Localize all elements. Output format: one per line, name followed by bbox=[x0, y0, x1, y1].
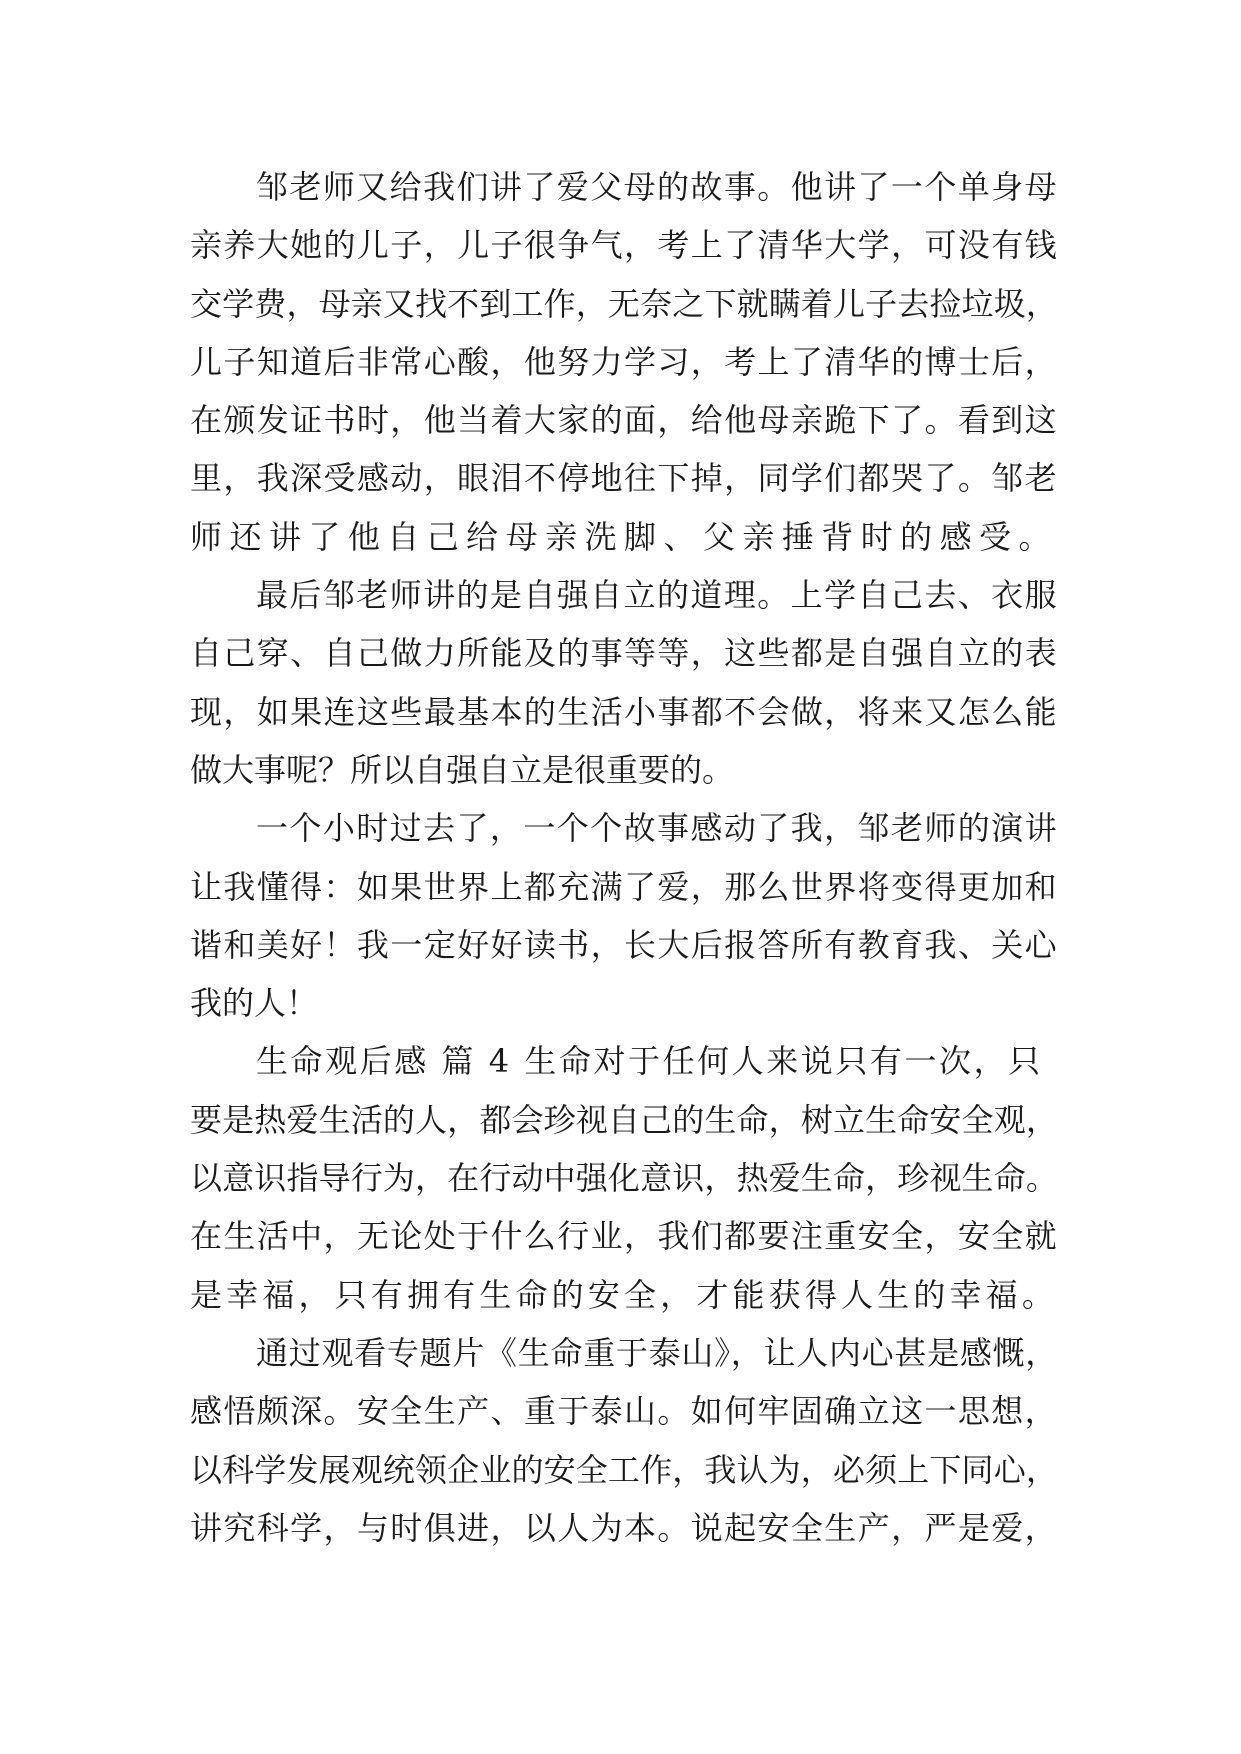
text-line: 生命观后感 篇 4 生命对于任何人来说只有一次，只 bbox=[256, 1042, 1043, 1081]
text-line: 让我懂得：如果世界上都充满了爱，那么世界将变得更加和 bbox=[190, 867, 1058, 906]
text-line: 里，我深受感动，眼泪不停地往下掉，同学们都哭了。邹老 bbox=[190, 459, 1058, 498]
text-line: 我的人！ bbox=[190, 984, 319, 1023]
text-line: 在颁发证书时，他当着大家的面，给他母亲跪下了。看到这 bbox=[190, 401, 1058, 440]
text-line: 做大事呢？所以自强自立是很重要的。 bbox=[190, 750, 735, 789]
text-line: 亲养大她的儿子，儿子很争气，考上了清华大学，可没有钱 bbox=[190, 226, 1058, 265]
text-line: 讲究科学，与时俱进，以人为本。说起安全生产，严是爱， bbox=[190, 1508, 1058, 1547]
text-line: 通过观看专题片《生命重于泰山》，让人内心甚是感慨， bbox=[256, 1333, 1058, 1372]
text-line: 邹老师又给我们讲了爱父母的故事。他讲了一个单身母 bbox=[256, 168, 1058, 206]
text-line: 感悟颇深。安全生产、重于泰山。如何牢固确立这一思想， bbox=[190, 1392, 1058, 1431]
text-line: 是幸福，只有拥有生命的安全，才能获得人生的幸福。 bbox=[190, 1275, 1058, 1314]
text-line: 最后邹老师讲的是自强自立的道理。上学自己去、衣服 bbox=[256, 576, 1058, 615]
document-body bbox=[190, 158, 1060, 1557]
text-line: 一个小时过去了，一个个故事感动了我，邹老师的演讲 bbox=[256, 809, 1058, 848]
text-line: 现，如果连这些最基本的生活小事都不会做，将来又怎么能 bbox=[190, 692, 1058, 731]
text-line: 以科学发展观统领企业的安全工作，我认为，必须上下同心， bbox=[190, 1450, 1058, 1489]
text-line: 自己穿、自己做力所能及的事等等，这些都是自强自立的表 bbox=[190, 634, 1058, 673]
text-line: 要是热爱生活的人，都会珍视自己的生命，树立生命安全观， bbox=[190, 1100, 1058, 1139]
text-line: 交学费，母亲又找不到工作，无奈之下就瞒着儿子去捡垃圾， bbox=[190, 284, 1058, 323]
text-line: 师还讲了他自己给母亲洗脚、父亲捶背时的感受。 bbox=[190, 517, 1058, 556]
text-line: 儿子知道后非常心酸，他努力学习，考上了清华的博士后， bbox=[190, 342, 1058, 381]
text-line: 在生活中，无论处于什么行业，我们都要注重安全，安全就 bbox=[190, 1217, 1058, 1256]
text-line: 谐和美好！我一定好好读书，长大后报答所有教育我、关心 bbox=[190, 925, 1058, 964]
text-line: 以意识指导行为，在行动中强化意识，热爱生命，珍视生命。 bbox=[190, 1159, 1058, 1198]
